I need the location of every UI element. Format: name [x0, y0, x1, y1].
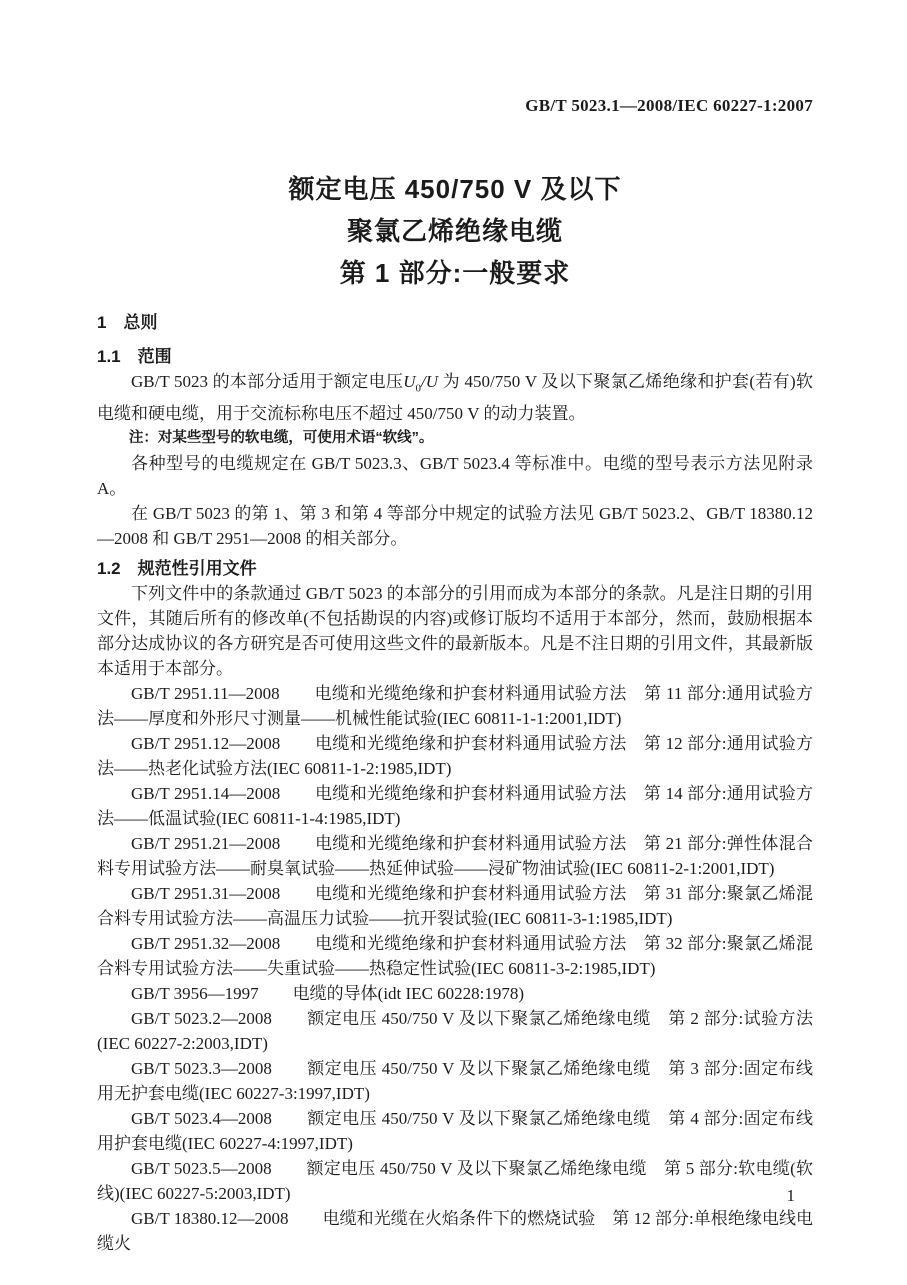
reference-item: GB/T 2951.14—2008 电缆和光缆绝缘和护套材料通用试验方法 第 14 部分:通用试验方法——低温试验(IEC 60811-1-4:1985,IDT) — [97, 784, 813, 829]
scope-paragraph-2: 各种型号的电缆规定在 GB/T 5023.3、GB/T 5023.4 等标准中。电缆的型号表示方法见附录 A。 — [97, 454, 813, 499]
document-title — [97, 168, 813, 294]
title-line-2: 聚氯乙烯绝缘电缆 — [346, 216, 563, 246]
document-body — [97, 310, 813, 1256]
heading-clause-1: 1 总则 — [97, 313, 158, 332]
scope-paragraph-1 — [97, 369, 813, 426]
normative-references-intro: 下列文件中的条款通过 GB/T 5023 的本部分的引用而成为本部分的条款。凡是注日期的引用文件，其随后所有的修改单(不包括勘误的内容)或修订版均不适用于本部分，然而，鼓励根据本部分达成协议的各方研究是否可使用这些文件的最新版本。凡是不注日期的引用文件，其最新版本适用于本部分。 — [97, 584, 813, 679]
reference-item: GB/T 5023.2—2008 额定电压 450/750 V 及以下聚氯乙烯绝缘电缆 第 2 部分:试验方法(IEC 60227-2:2003,IDT) — [97, 1009, 813, 1054]
scope-p1-post: 为 450/750 V 及以下聚氯乙烯绝缘和护套(若有)软电缆和硬电缆，用于交流标称电压不超过 450/750 V 的动力装置。 — [97, 372, 813, 424]
title-line-1: 额定电压 450/750 V 及以下 — [288, 174, 622, 204]
scope-p1-pre: GB/T 5023 的本部分适用于额定电压 — [131, 372, 404, 391]
page-number: 1 — [786, 1186, 795, 1205]
reference-item: GB/T 3956—1997 电缆的导体(idt IEC 60228:1978) — [131, 984, 525, 1004]
scope-note: 注：对某些型号的软电缆，可使用术语“软线”。 — [128, 430, 434, 447]
voltage-symbol: $U_0/U$ — [403, 372, 439, 395]
reference-item: GB/T 2951.21—2008 电缆和光缆绝缘和护套材料通用试验方法 第 21 部分:弹性体混合料专用试验方法——耐臭氧试验——热延伸试验——浸矿物油试验(IEC 60811-2-1:2001,IDT) — [97, 834, 813, 879]
reference-item: GB/T 5023.4—2008 额定电压 450/750 V 及以下聚氯乙烯绝缘电缆 第 4 部分:固定布线用护套电缆(IEC 60227-4:1997,IDT) — [97, 1109, 813, 1154]
reference-item: GB/T 2951.12—2008 电缆和光缆绝缘和护套材料通用试验方法 第 12 部分:通用试验方法——热老化试验方法(IEC 60811-1-2:1985,IDT) — [97, 734, 813, 779]
reference-item: GB/T 2951.31—2008 电缆和光缆绝缘和护套材料通用试验方法 第 31 部分:聚氯乙烯混合料专用试验方法——高温压力试验——抗开裂试验(IEC 60811-3-1:1985,IDT) — [97, 884, 813, 929]
running-header: GB/T 5023.1—2008/IEC 60227-1:2007 — [525, 96, 813, 115]
title-line-3: 第 1 部分:一般要求 — [339, 258, 571, 288]
reference-item: GB/T 2951.11—2008 电缆和光缆绝缘和护套材料通用试验方法 第 11 部分:通用试验方法——厚度和外形尺寸测量——机械性能试验(IEC 60811-1-1:2001,IDT) — [97, 684, 813, 729]
heading-clause-1-1: 1.1 范围 — [97, 347, 172, 366]
reference-item: GB/T 18380.12—2008 电缆和光缆在火焰条件下的燃烧试验 第 12 部分:单根绝缘电线电缆火 — [97, 1209, 813, 1254]
reference-item: GB/T 5023.3—2008 额定电压 450/750 V 及以下聚氯乙烯绝缘电缆 第 3 部分:固定布线用无护套电缆(IEC 60227-3:1997,IDT) — [97, 1059, 813, 1104]
reference-list — [97, 681, 813, 1256]
heading-clause-1-2: 1.2 规范性引用文件 — [97, 559, 257, 579]
reference-item: GB/T 2951.32—2008 电缆和光缆绝缘和护套材料通用试验方法 第 32 部分:聚氯乙烯混合料专用试验方法——失重试验——热稳定性试验(IEC 60811-3-2:1985,IDT) — [97, 934, 813, 979]
scope-paragraph-3: 在 GB/T 5023 的第 1、第 3 和第 4 等部分中规定的试验方法见 GB/T 5023.2、GB/T 18380.12—2008 和 GB/T 2951—2008 的相关部分。 — [97, 504, 813, 549]
reference-item: GB/T 5023.5—2008 额定电压 450/750 V 及以下聚氯乙烯绝缘电缆 第 5 部分:软电缆(软线)(IEC 60227-5:2003,IDT) — [97, 1159, 813, 1204]
